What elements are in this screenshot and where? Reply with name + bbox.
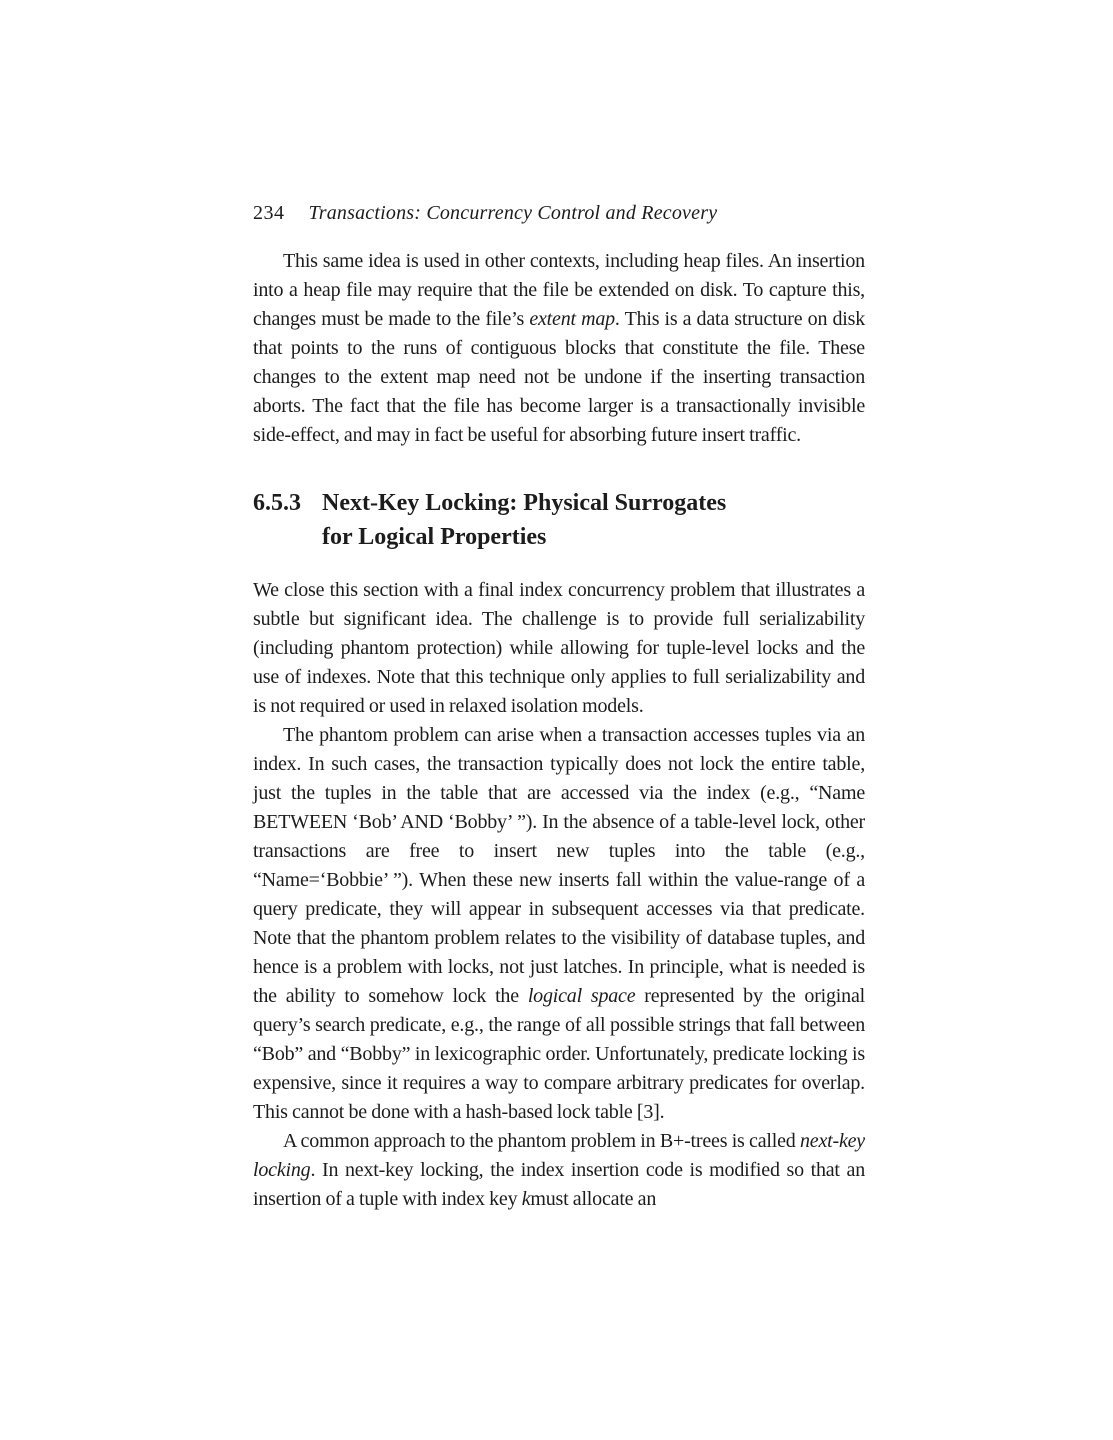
running-header (253, 200, 865, 226)
section-title-line: for Logical Properties (322, 524, 547, 550)
text-run: . In next-key locking, the index insertion code is modified so that an insertion of a tuple with index key (253, 1159, 865, 1210)
text-run: represented by the original query’s search predicate, e.g., the range of all possible strings that fall between “Bob” and “Bobby” in lexicographic order. Unfortunately, predicate locking is expensive, since it requires a way to compare arbitrary predicates for overlap. This cannot be done with a hash-based lock table [3]. (253, 985, 866, 1123)
section-title (322, 486, 726, 554)
page-number: 234 (253, 202, 285, 224)
italic-text-run: extent map (529, 308, 615, 330)
paragraph (253, 247, 865, 450)
text-run: We close this section with a final index concurrency problem that illustrates a subtle but significant idea. The challenge is to provide full serializability (including phantom protection) while allowing for tuple-level locks and the use of indexes. Note that this technique only applies to full serializability and is not required or used in relaxed isolation models. (253, 579, 865, 717)
section-heading (253, 486, 865, 554)
running-title: Transactions: Concurrency Control and Recovery (308, 202, 718, 224)
text-run: The phantom problem can arise when a transaction accesses tuples via an index. In such cases, the transaction typically does not lock the entire table, just the tuples in the table that are accessed via the index (e.g., “Name BETWEEN ‘Bob’ AND ‘Bobby’ ”). In the absence of a table-level lock, other transactions are free to insert new tuples into the table (e.g., “Name=‘Bobbie’ ”). When these new inserts fall within the value-range of a query predicate, they will appear in subsequent accesses via that predicate. Note that the phantom problem relates to the visibility of database tuples, and hence is a problem with locks, not just latches. In principle, what is needed is the ability to somehow lock the (253, 724, 865, 1007)
page-body-text (253, 247, 865, 1214)
text-run: . This is a data structure on disk that points to the runs of contiguous blocks that constitute the file. These changes to the extent map need not be undone if the inserting transaction aborts. The fact that the file has become larger is a transactionally invisible side-effect, and may in fact be useful for absorbing future insert traffic. (253, 308, 865, 446)
text-run: must allocate an (530, 1188, 657, 1210)
paragraph (253, 1127, 865, 1214)
paragraph (253, 576, 865, 721)
section-title-line: Next-Key Locking: Physical Surrogates (322, 490, 727, 516)
section-number: 6.5.3 (253, 490, 301, 516)
text-run: A common approach to the phantom problem in B+-trees is called (283, 1130, 800, 1152)
italic-text-run: next-key locking (253, 1130, 865, 1181)
italic-text-run: k (521, 1188, 531, 1210)
paragraph (253, 721, 865, 1127)
italic-text-run: logical space (527, 985, 636, 1007)
text-run: This same idea is used in other contexts, including heap files. An insertion into a heap file may require that the file be extended on disk. To capture this, changes must be made to the file’s (253, 250, 865, 330)
